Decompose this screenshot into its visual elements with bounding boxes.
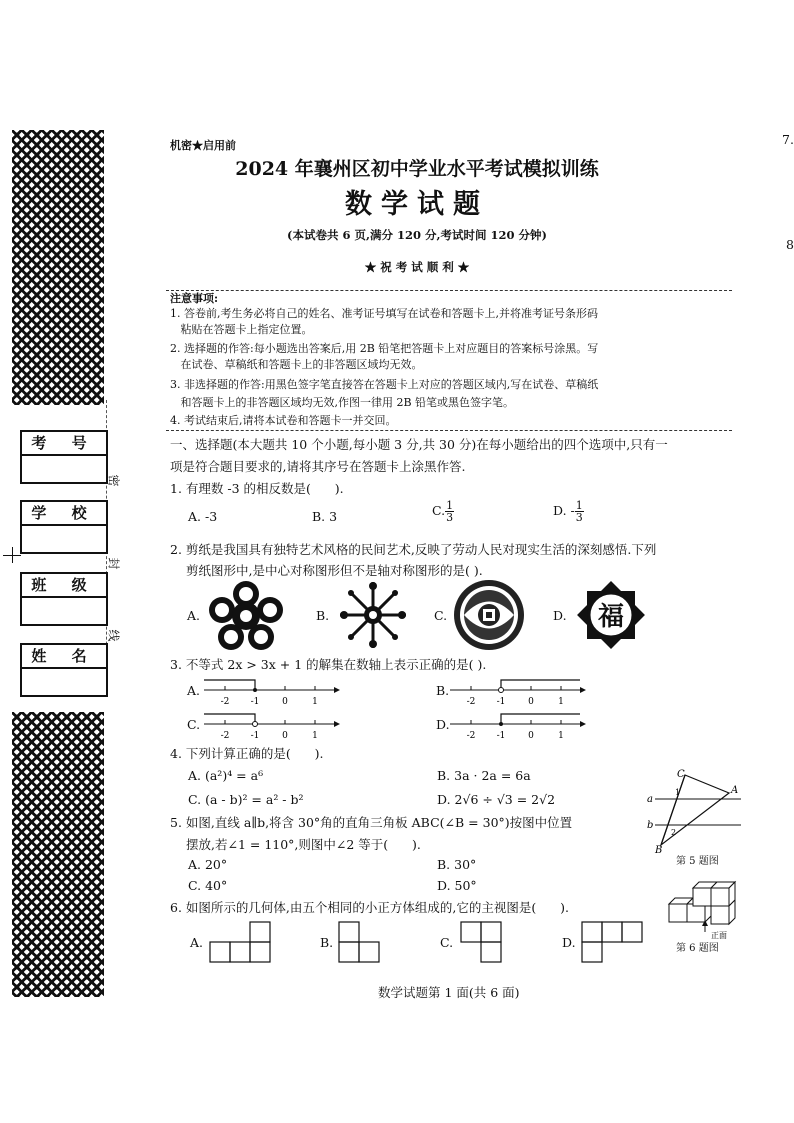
q1-option-a: A. -3 <box>188 509 218 524</box>
q6-option-b-view <box>337 920 381 964</box>
q3-label-c: C. <box>187 717 201 732</box>
q1-d-den: 3 <box>575 511 583 524</box>
q6-figure <box>665 874 743 942</box>
q1-d-fraction <box>575 500 584 523</box>
q1-option-b: B. 3 <box>312 509 338 524</box>
q3b-tick-m2: -2 <box>466 697 476 707</box>
papercut-a-figure <box>206 580 286 652</box>
school-label: 学 校 <box>22 502 106 526</box>
q5-fig-label-2: 2 <box>671 828 677 837</box>
q3a-tick-m2: -2 <box>220 697 230 707</box>
corner-mark-mid: 8 <box>786 237 794 252</box>
q5-figure <box>645 765 745 855</box>
tick-mark-v <box>12 547 13 563</box>
q5-fig-label-a-line: a <box>647 794 653 805</box>
notes-heading: 注意事项: <box>170 292 219 305</box>
q1-c-prefix: C. <box>432 503 446 518</box>
q3-number-line-d <box>446 706 586 746</box>
q3-stem: 3. 不等式 2x > 3x + 1 的解集在数轴上表示正确的是( ). <box>170 657 487 672</box>
q3b-tick-1: 1 <box>558 697 564 707</box>
q2-label-c: C. <box>434 608 448 623</box>
q3a-tick-1: 1 <box>312 697 318 707</box>
notes-rule <box>166 290 732 291</box>
q6-label-c: C. <box>440 935 454 950</box>
name-box <box>20 643 108 697</box>
exam-title: 2024 年襄州区初中学业水平考试模拟训练 <box>235 158 599 180</box>
section1-line2: 项是符合题目要求的,请将其序号在答题卡上涂黑作答. <box>170 459 466 474</box>
seal-mark-xian: 线 <box>106 629 121 642</box>
q6-label-a: A. <box>190 935 204 950</box>
q3-label-d: D. <box>436 717 450 732</box>
q2-label-d: D. <box>553 608 567 623</box>
q5-fig-label-c: C <box>677 769 685 780</box>
section-rule <box>166 430 732 431</box>
q6-stem: 6. 如图所示的几何体,由五个相同的小正方体组成的,它的主视图是( ). <box>170 900 569 915</box>
q5-fig-label-b-line: b <box>647 820 654 831</box>
papercut-d-figure <box>570 574 652 656</box>
q5-line1: 5. 如图,直线 a∥b,将含 30°角的直角三角板 ABC(∠B = 30°)按图中位置 <box>170 815 573 830</box>
q3b-tick-0: 0 <box>528 697 534 707</box>
seal-mark-mi: 密 <box>106 474 121 487</box>
q3d-tick-0: 0 <box>528 731 534 741</box>
q2-line1: 2. 剪纸是我国具有独特艺术风格的民间艺术,反映了劳动人民对现实生活的深刻感悟.下列 <box>170 542 657 557</box>
note-line-2: 粘贴在答题卡上指定位置。 <box>170 323 313 336</box>
q3-number-line-c <box>200 706 340 746</box>
page-footer: 数学试题第 1 面(共 6 面) <box>378 985 520 1000</box>
q3a-tick-0: 0 <box>282 697 288 707</box>
q1-stem: 1. 有理数 -3 的相反数是( ). <box>170 481 344 496</box>
q6-option-a-view <box>208 920 272 964</box>
q6-option-c-view <box>459 920 503 964</box>
q4-option-d: D. 2√6 ÷ √3 = 2√2 <box>437 792 556 807</box>
q5-fig-label-1: 1 <box>675 788 681 797</box>
wish-line: ★ 祝 考 试 顺 利 ★ <box>364 260 470 274</box>
q3d-tick-m2: -2 <box>466 731 476 741</box>
note-line-7: 4. 考试结束后,请将本试卷和答题卡一并交回。 <box>170 414 397 427</box>
exam-info: (本试卷共 6 页,满分 120 分,考试时间 120 分钟) <box>287 228 547 242</box>
q2-label-b: B. <box>316 608 330 623</box>
q3d-tick-m1: -1 <box>496 731 506 741</box>
q5-option-d: D. 50° <box>437 878 477 893</box>
q1-c-fraction <box>445 500 454 523</box>
corner-mark-top: 7. <box>782 132 794 147</box>
q1-d-prefix: D. - <box>553 503 575 518</box>
q3b-tick-m1: -1 <box>496 697 506 707</box>
q4-option-a: A. (a²)⁴ = a⁶ <box>188 768 264 783</box>
q2-line2: 剪纸图形中,是中心对称图形但不是轴对称图形的是( ). <box>186 563 483 578</box>
q5-option-b: B. 30° <box>437 857 477 872</box>
q4-option-c: C. (a - b)² = a² - b² <box>188 792 304 807</box>
q4-stem: 4. 下列计算正确的是( ). <box>170 746 324 761</box>
seal-mark-feng: 封 <box>106 557 121 570</box>
class-box <box>20 572 108 626</box>
q3d-tick-1: 1 <box>558 731 564 741</box>
q1-c-den: 3 <box>446 511 454 524</box>
note-line-1: 1. 答卷前,考生务必将自己的姓名、准考证号填写在试卷和答题卡上,并将准考证号条形码 <box>170 307 598 320</box>
q5-option-c: C. 40° <box>188 878 228 893</box>
q3c-tick-0: 0 <box>282 731 288 741</box>
q3c-tick-m1: -1 <box>250 731 260 741</box>
q5-fig-label-a-pt: A <box>731 785 739 796</box>
q6-option-d-view <box>580 920 644 964</box>
school-box <box>20 500 108 554</box>
q3c-tick-m2: -2 <box>220 731 230 741</box>
class-label: 班 级 <box>22 574 106 598</box>
q4-option-b: B. 3a · 2a = 6a <box>437 768 531 783</box>
q6-label-d: D. <box>562 935 576 950</box>
q5-option-a: A. 20° <box>188 857 228 872</box>
q2-label-a: A. <box>187 608 201 623</box>
q1-c-num: 1 <box>446 499 454 512</box>
q1-option-d <box>553 500 584 523</box>
secret-mark: 机密★启用前 <box>170 139 236 152</box>
note-line-6: 和答题卡上的非答题区域均无效,作图一律用 2B 铅笔或黑色签字笔。 <box>170 396 515 409</box>
q6-label-b: B. <box>320 935 334 950</box>
exam-number-label: 考 号 <box>22 432 106 456</box>
papercut-d-fu-char: 福 <box>597 602 625 632</box>
note-line-5: 3. 非选择题的作答:用黑色签字笔直接答在答题卡上对应的答题区域内,写在试卷、草稿纸 <box>170 378 599 391</box>
q5-fig-caption: 第 5 题图 <box>676 856 719 867</box>
q3c-tick-1: 1 <box>312 731 318 741</box>
name-label: 姓 名 <box>22 645 106 669</box>
q1-d-num: 1 <box>575 499 583 512</box>
left-pattern-bottom <box>12 712 104 997</box>
q6-front-label: 正面 <box>711 931 727 940</box>
subject-title: 数学试题 <box>345 189 489 220</box>
note-line-3: 2. 选择题的作答:每小题选出答案后,用 2B 铅笔把答题卡上对应题目的答案标号涂黑。写 <box>170 342 599 355</box>
papercut-c-figure <box>452 578 526 652</box>
q3-label-a: A. <box>187 683 201 698</box>
q6-fig-caption: 第 6 题图 <box>676 943 719 954</box>
note-line-4: 在试卷、草稿纸和答题卡上的非答题区域均无效。 <box>170 358 423 371</box>
q3-label-b: B. <box>436 683 450 698</box>
q1-option-c <box>432 500 454 523</box>
papercut-b-figure <box>336 578 410 652</box>
q3a-tick-m1: -1 <box>250 697 260 707</box>
q5-fig-label-b-pt: B <box>655 845 663 855</box>
exam-number-box <box>20 430 108 484</box>
section1-line1: 一、选择题(本大题共 10 个小题,每小题 3 分,共 30 分)在每小题给出的四个选项中,只有一 <box>170 437 668 452</box>
q5-line2: 摆放,若∠1 = 110°,则图中∠2 等于( ). <box>186 837 421 852</box>
